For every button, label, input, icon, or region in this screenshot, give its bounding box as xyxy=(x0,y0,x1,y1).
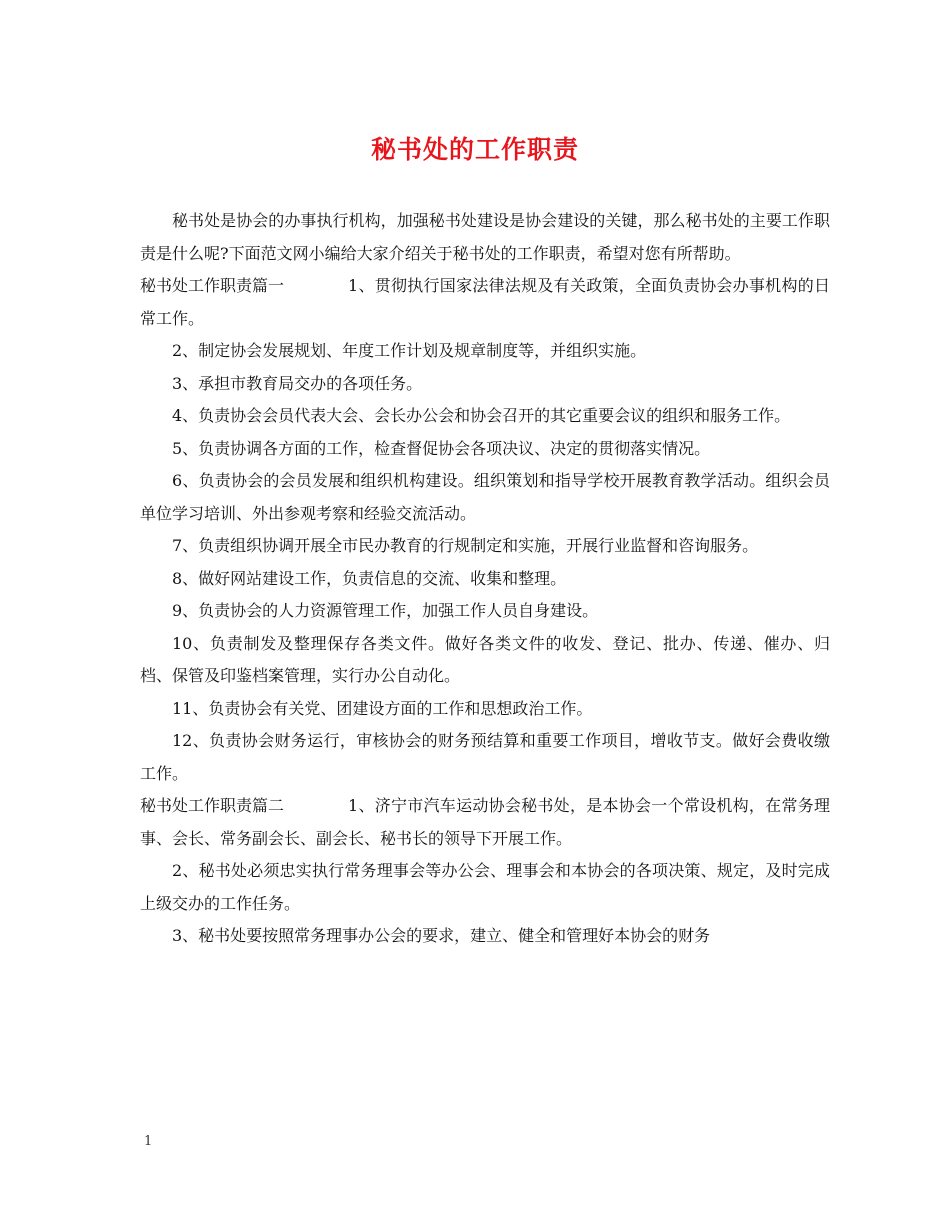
section-2-item-2: 2、秘书处必须忠实执行常务理事会等办公会、理事会和本协会的各项决策、规定，及时完成上级交办的工作任务。 xyxy=(140,861,830,913)
section-1-first-paragraph xyxy=(140,270,830,335)
section-1-item-6: 6、负责协会的会员发展和组织机构建设。组织策划和指导学校开展教育教学活动。组织会员单位学习培训、外出参观考察和经验交流活动。 xyxy=(140,471,830,523)
page-number: 1 xyxy=(144,1134,153,1149)
section-1-item-4: 4、负责协会会员代表大会、会长办公会和协会召开的其它重要会议的组织和服务工作。 xyxy=(172,406,791,425)
section-1-item-5: 5、负责协调各方面的工作，检查督促协会各项决议、决定的贯彻落实情况。 xyxy=(172,438,711,458)
section-1-item-10: 10、负责制发及整理保存各类文件。做好各类文件的收发、登记、批办、传递、催办、归档、保管及印鉴档案管理，实行办公自动化。 xyxy=(140,633,830,685)
section-1-item-12: 12、负责协会财务运行，审核协会的财务预结算和重要工作项目，增收节支。做好会费收缴工作。 xyxy=(140,731,830,783)
section-1-heading: 秘书处工作职责篇一 xyxy=(140,276,285,295)
section-1-item-9: 9、负责协会的人力资源管理工作，加强工作人员自身建设。 xyxy=(172,601,599,620)
section-1-item-7: 7、负责组织协调开展全市民办教育的行规制定和实施，开展行业监督和咨询服务。 xyxy=(172,536,759,555)
section-1-item-2: 2、制定协会发展规划、年度工作计划及规章制度等，并组织实施。 xyxy=(172,341,647,360)
section-2-heading: 秘书处工作职责篇二 xyxy=(140,796,285,815)
section-1-item-1: 1、贯彻执行国家法律法规及有关政策，全面负责协会办事机构的日常工作。 xyxy=(140,276,830,328)
intro-paragraph: 秘书处是协会的办事执行机构，加强秘书处建设是协会建设的关键，那么秘书处的主要工作职责是什么呢?下面范文网小编给大家介绍关于秘书处的工作职责，希望对您有所帮助。 xyxy=(140,211,830,263)
section-2-item-3: 3、秘书处要按照常务理事办公会的要求，建立、健全和管理好本协会的财务 xyxy=(172,926,711,945)
document-body xyxy=(140,205,830,953)
section-1-item-8: 8、做好网站建设工作，负责信息的交流、收集和整理。 xyxy=(172,568,567,588)
section-2-item-1: 1、济宁市汽车运动协会秘书处，是本协会一个常设机构，在常务理事、会长、常务副会长、副会长、秘书长的领导下开展工作。 xyxy=(140,796,830,848)
section-1-item-11: 11、负责协会有关党、团建设方面的工作和思想政治工作。 xyxy=(172,698,593,718)
section-1-item-3: 3、承担市教育局交办的各项任务。 xyxy=(172,373,423,393)
document-title: 秘书处的工作职责 xyxy=(370,135,579,164)
section-2-first-paragraph xyxy=(140,790,830,855)
